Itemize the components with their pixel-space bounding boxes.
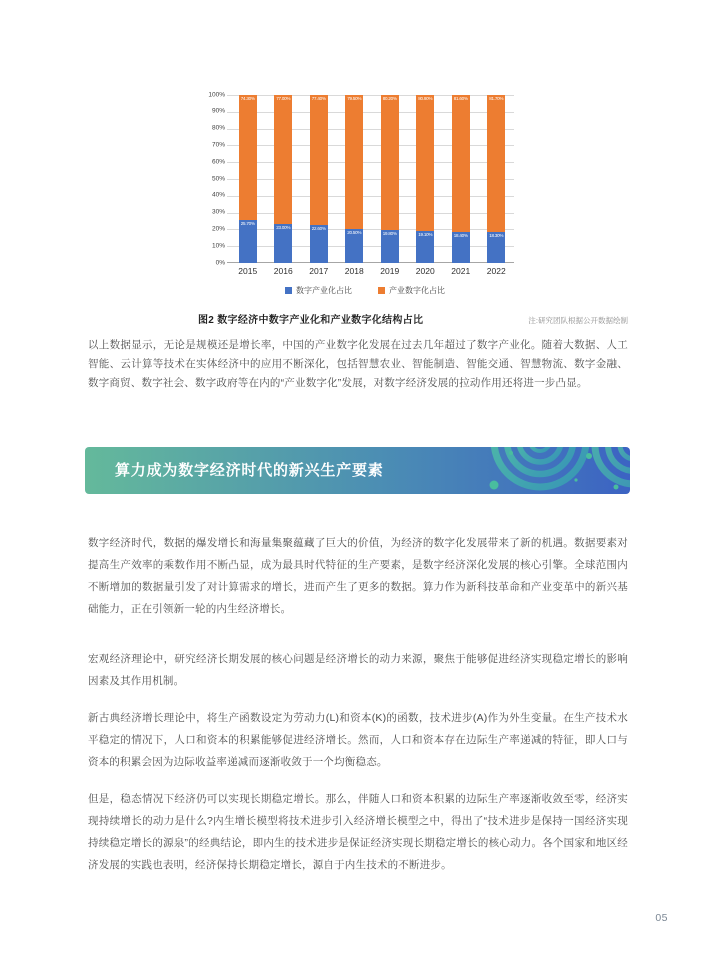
bar-segment-industrial-digitalization <box>452 95 470 232</box>
bar-data-label: 18.40% <box>453 233 468 239</box>
legend-label: 数字产业化占比 <box>296 286 352 295</box>
legend-item <box>285 285 352 296</box>
bar-segment-digital-industrialization <box>310 225 328 263</box>
legend-item <box>378 285 445 296</box>
stacked-bar <box>416 95 434 263</box>
bar-segment-digital-industrialization <box>487 232 505 263</box>
bar-data-label: 81.60% <box>453 96 468 101</box>
paragraph-3: 新古典经济增长理论中，将生产函数设定为劳动力(L)和资本(K)的函数，技术进步(A)作为外生变量。在生产技术水平稳定的情况下，人口和资本的积累能够促进经济增长。然而，人口和资本存在边际生产率递减的特征，即人口与资本的积累会因为边际收益率递减而逐渐收敛于一个均衡稳态。 <box>88 712 628 768</box>
paragraph-1: 数字经济时代，数据的爆发增长和海量集聚蕴藏了巨大的价值，为经济的数字化发展带来了新的机遇。数据要素对提高生产效率的乘数作用不断凸显，成为最具时代特征的生产要素，是数字经济深化发展的核心引擎。全球范围内不断增加的数据量引发了对计算需求的增长，进而产生了更多的数据。算力作为新科技革命和产业变革中的新兴基础能力，正在引领新一轮的内生经济增长。 <box>88 537 628 615</box>
x-tick-label: 2016 <box>273 266 293 276</box>
y-tick-label: 30% <box>211 208 225 216</box>
bar-segment-industrial-digitalization <box>381 95 399 230</box>
paragraph-intro: 以上数据显示，无论是规模还是增长率，中国的产业数字化发展在过去几年超过了数字产业化。随着大数据、人工智能、云计算等技术在实体经济中的应用不断深化，包括智慧农业、智能制造、智能交通、智慧物流、数字金融、数字商贸、数字社会、数字政府等在内的“产业数字化”发展，对数字经济发展的拉动作用还将进一步凸显。 <box>88 339 628 389</box>
legend-label: 产业数字化占比 <box>389 286 445 295</box>
bar-column-2019 <box>372 95 408 263</box>
chart-bars <box>230 95 514 263</box>
bar-segment-industrial-digitalization <box>487 95 505 232</box>
x-tick-label: 2020 <box>415 266 435 276</box>
y-tick-label: 10% <box>211 241 225 249</box>
x-tick-label: 2017 <box>309 266 329 276</box>
x-tick-label: 2019 <box>380 266 400 276</box>
bar-data-label: 23.00% <box>276 225 291 231</box>
bar-segment-digital-industrialization <box>416 231 434 263</box>
bar-data-label: 79.50% <box>347 96 362 101</box>
bar-data-label: 18.30% <box>489 233 504 239</box>
section-title: 算力成为数字经济时代的新兴生产要素 <box>115 462 384 479</box>
figure-2-chart <box>202 90 514 296</box>
bar-segment-industrial-digitalization <box>239 95 257 220</box>
legend-swatch-icon <box>285 287 292 294</box>
y-tick-label: 100% <box>208 90 225 98</box>
chart-legend <box>216 285 514 296</box>
stacked-bar <box>345 95 363 263</box>
bar-column-2018 <box>337 95 373 263</box>
paragraph-2: 宏观经济理论中，研究经济长期发展的核心问题是经济增长的动力来源，聚焦于能够促进经济实现稳定增长的影响因素及其作用机制。 <box>88 653 628 687</box>
bar-segment-digital-industrialization <box>452 232 470 263</box>
stacked-bar <box>310 95 328 263</box>
bar-data-label: 19.80% <box>382 230 397 236</box>
bar-segment-industrial-digitalization <box>345 95 363 229</box>
y-tick-label: 80% <box>211 124 225 132</box>
chart-area <box>202 90 514 266</box>
chart-plot <box>230 95 514 263</box>
chart-y-axis <box>202 90 230 266</box>
y-tick-label: 20% <box>211 225 225 233</box>
y-tick-label: 0% <box>215 258 225 266</box>
bar-segment-digital-industrialization <box>239 220 257 263</box>
figure-caption-row <box>88 311 628 326</box>
legend-swatch-icon <box>378 287 385 294</box>
bar-data-label: 74.30% <box>240 96 255 101</box>
chart-x-axis <box>230 266 514 276</box>
bar-segment-digital-industrialization <box>274 224 292 263</box>
stacked-bar <box>381 95 399 263</box>
stacked-bar <box>274 95 292 263</box>
stacked-bar <box>239 95 257 263</box>
y-tick-label: 90% <box>211 107 225 115</box>
bar-segment-industrial-digitalization <box>416 95 434 231</box>
y-tick-label: 40% <box>211 191 225 199</box>
bar-column-2020 <box>408 95 444 263</box>
bar-segment-digital-industrialization <box>381 230 399 263</box>
bar-data-label: 80.90% <box>418 96 433 101</box>
bar-column-2022 <box>479 95 515 263</box>
bar-data-label: 77.40% <box>311 96 326 101</box>
paragraph-4: 但是，稳态情况下经济仍可以实现长期稳定增长。那么，伴随人口和资本积累的边际生产率逐渐收敛至零，经济实现持续增长的动力是什么?内生增长模型将技术进步引入经济增长模型之中，得出了“技术进步是保持一国经济实现持续稳定增长的源泉”的经典结论，即内生的技术进步是保证经济实现长期稳定增长的核心动力。各个国家和地区经济发展的实践也表明，经济保持长期稳定增长，源自于内生技术的不断进步。 <box>88 793 628 871</box>
bar-data-label: 22.60% <box>311 226 326 232</box>
stacked-bar <box>452 95 470 263</box>
bar-column-2021 <box>443 95 479 263</box>
y-tick-label: 50% <box>211 174 225 182</box>
bar-data-label: 80.20% <box>382 96 397 101</box>
figure-source-note: 注:研究团队根据公开数据绘制 <box>528 316 628 325</box>
x-tick-label: 2018 <box>344 266 364 276</box>
bar-data-label: 81.70% <box>489 96 504 101</box>
y-tick-label: 60% <box>211 157 225 165</box>
section-banner <box>85 447 630 494</box>
figure-caption: 图2 数字经济中数字产业化和产业数字化结构占比 <box>198 315 424 326</box>
stacked-bar <box>487 95 505 263</box>
bar-column-2015 <box>230 95 266 263</box>
bar-column-2016 <box>266 95 302 263</box>
bar-segment-industrial-digitalization <box>274 95 292 224</box>
x-tick-label: 2021 <box>451 266 471 276</box>
x-tick-label: 2015 <box>238 266 258 276</box>
bar-data-label: 77.00% <box>276 96 291 101</box>
x-tick-label: 2022 <box>486 266 506 276</box>
y-tick-label: 70% <box>211 141 225 149</box>
bar-segment-digital-industrialization <box>345 229 363 263</box>
bar-column-2017 <box>301 95 337 263</box>
bar-data-label: 20.50% <box>347 229 362 235</box>
bar-data-label: 19.10% <box>418 231 433 237</box>
page-number: 05 <box>655 912 668 924</box>
bar-segment-industrial-digitalization <box>310 95 328 225</box>
bar-data-label: 25.70% <box>240 220 255 226</box>
